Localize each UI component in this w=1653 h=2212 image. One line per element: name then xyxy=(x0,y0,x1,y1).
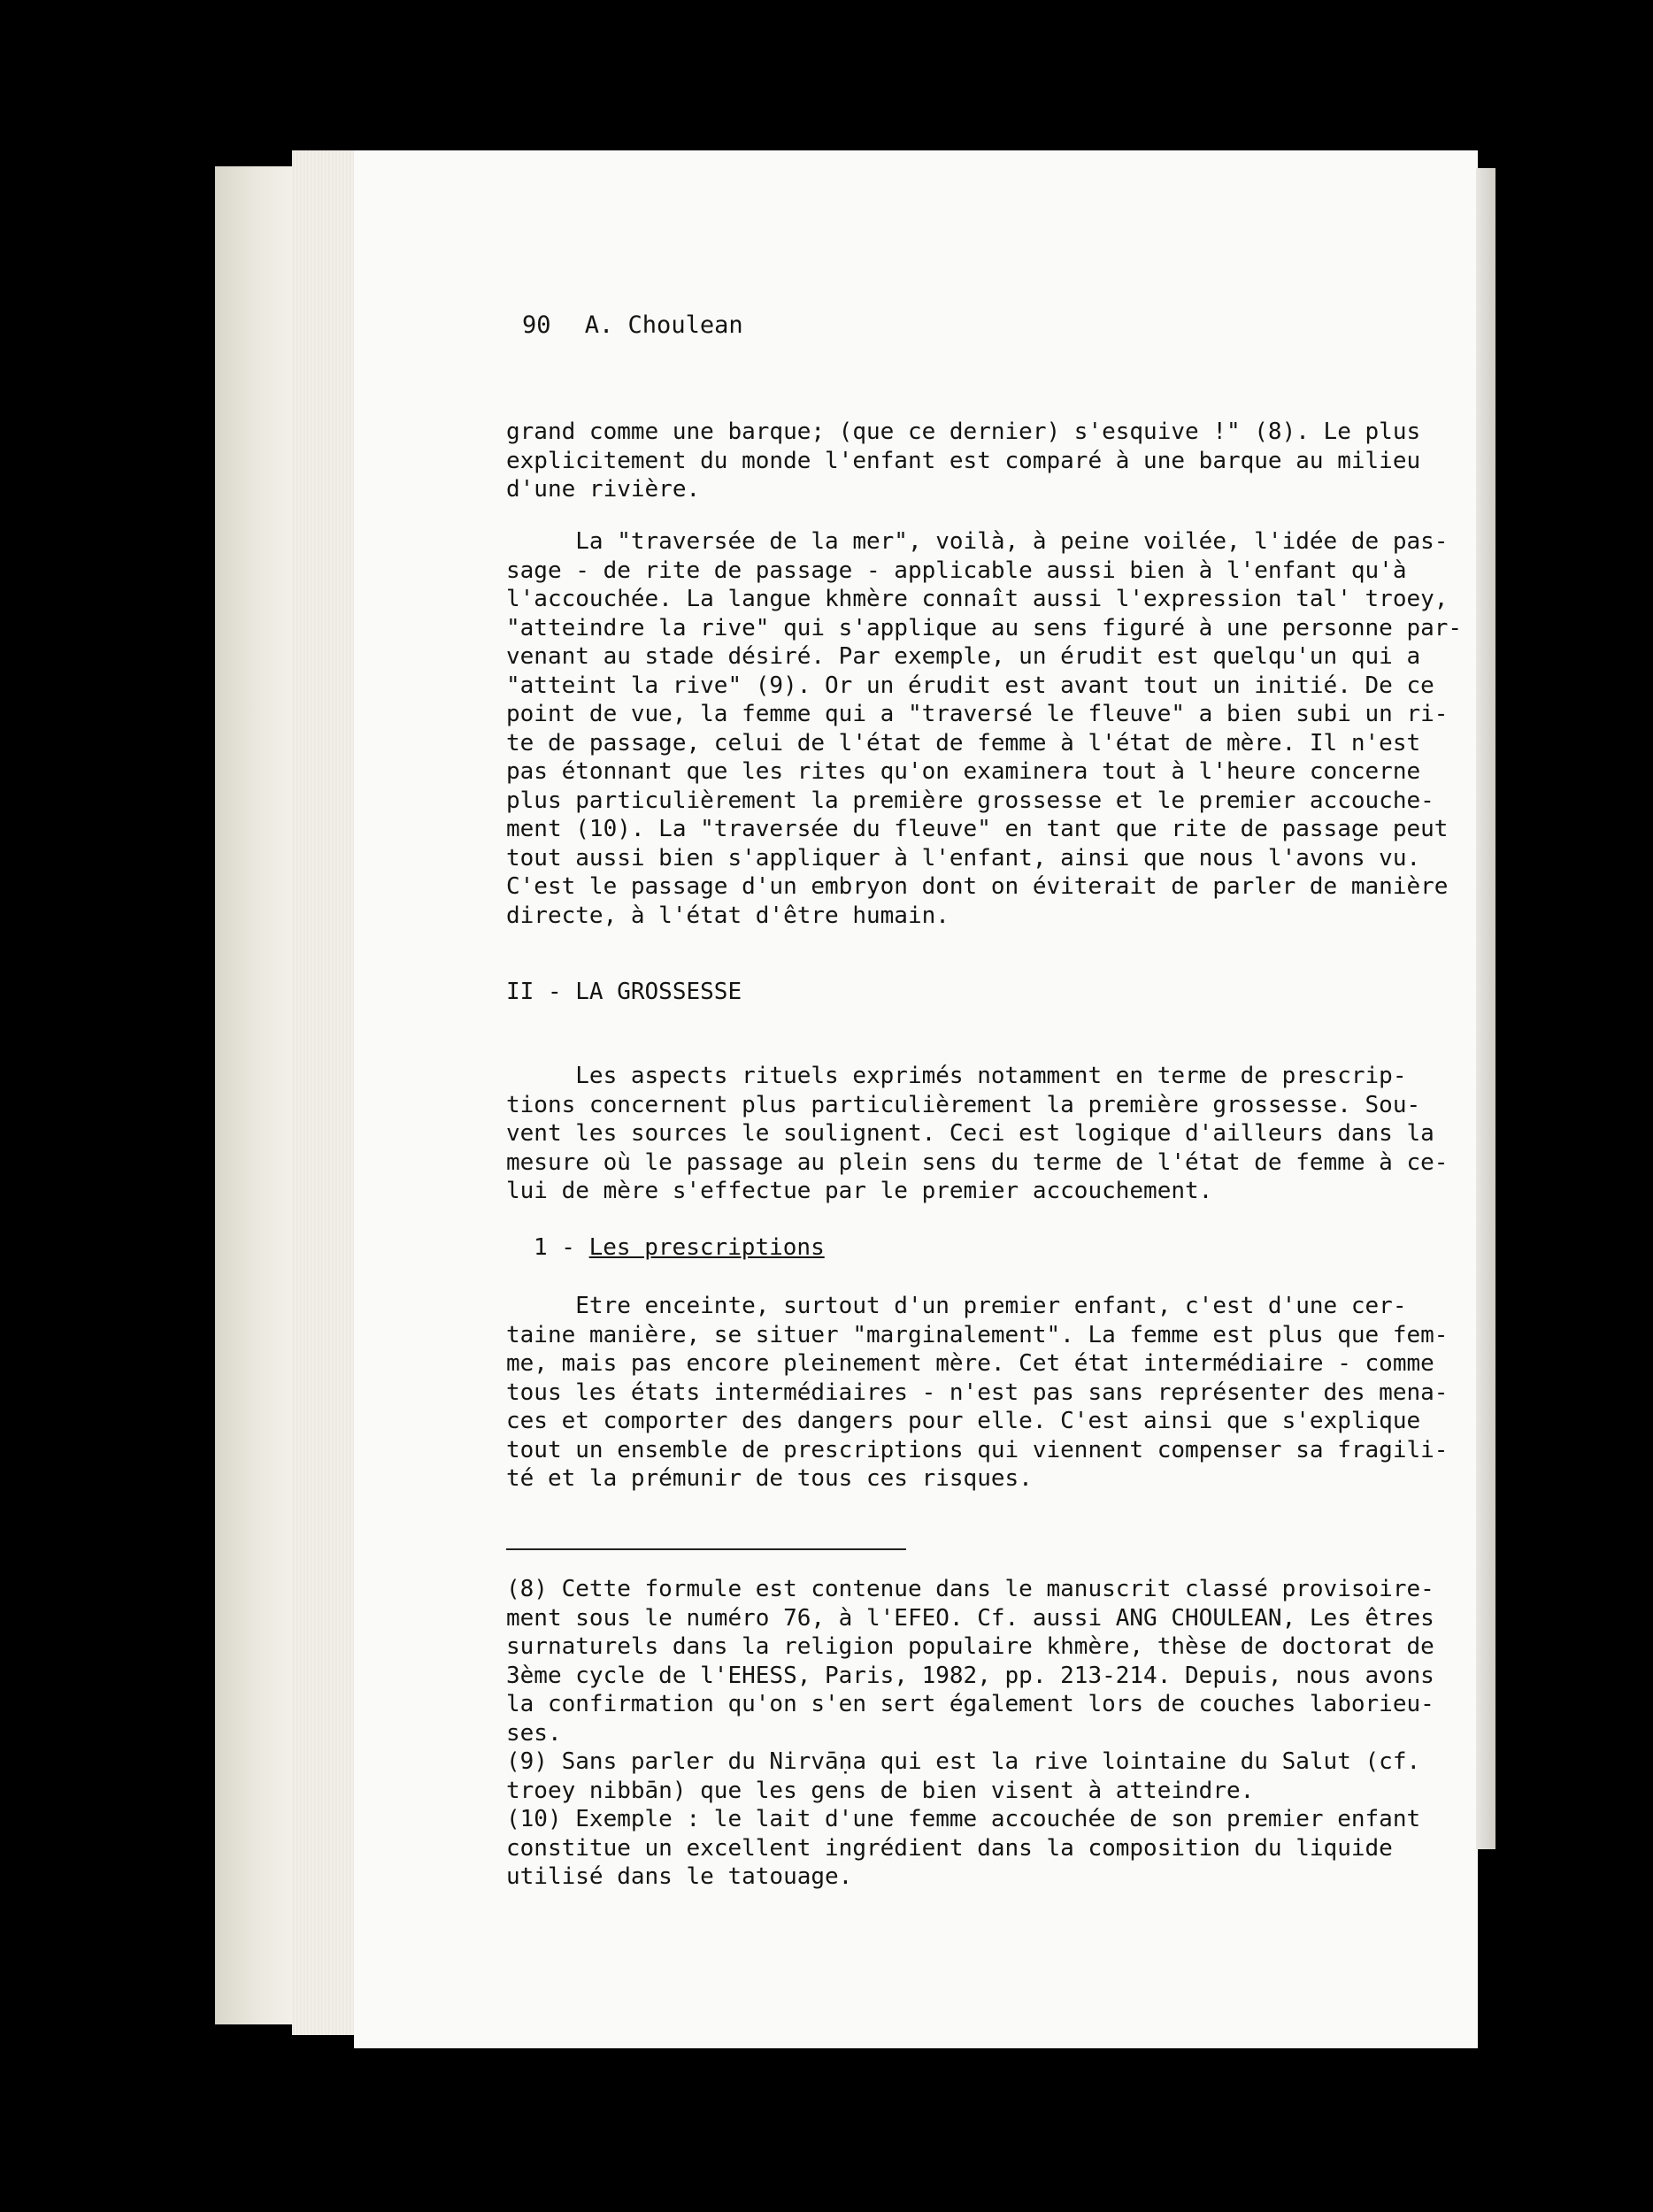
paragraph-grossesse xyxy=(506,1062,1466,1206)
text-line: Etre enceinte, surtout d'un premier enfant, c'est d'une cer- xyxy=(506,1293,1407,1319)
footnote-line: utilisé dans le tatouage. xyxy=(506,1863,853,1890)
footnote-line: 3ème cycle de l'EHESS, Paris, 1982, pp. 213-214. Depuis, nous avons xyxy=(506,1662,1434,1689)
paragraph-prescriptions xyxy=(506,1292,1466,1494)
text-line: C'est le passage d'un embryon dont on éviterait de parler de manière xyxy=(506,873,1449,900)
text-line: tions concernent plus particulièrement la première grossesse. Sou- xyxy=(506,1091,1421,1118)
text-line: taine manière, se situer "marginalement". La femme est plus que fem- xyxy=(506,1321,1449,1348)
footnote-line: surnaturels dans la religion populaire khmère, thèse de doctorat de xyxy=(506,1633,1434,1660)
text-line: lui de mère s'effectue par le premier accouchement. xyxy=(506,1178,1213,1204)
text-line: d'une rivière. xyxy=(506,476,701,503)
text-line: "atteindre la rive" qui s'applique au sens figuré à une personne par- xyxy=(506,614,1463,641)
subsection-number: 1 - xyxy=(534,1234,589,1261)
text-line: tout un ensemble de prescriptions qui viennent compenser sa fragili- xyxy=(506,1436,1449,1463)
text-line: sage - de rite de passage - applicable aussi bien à l'enfant qu'à xyxy=(506,557,1407,584)
subsection-heading xyxy=(534,1234,825,1261)
footnote-line: ment sous le numéro 76, à l'EFEO. Cf. aussi ANG CHOULEAN, Les êtres xyxy=(506,1604,1434,1632)
text-line: mesure où le passage au plein sens du terme de l'état de femme à ce- xyxy=(506,1148,1449,1176)
text-line: Les aspects rituels exprimés notamment en terme de prescrip- xyxy=(506,1063,1407,1089)
footnote-line: ses. xyxy=(506,1719,562,1747)
text-line: ment (10). La "traversée du fleuve" en tant que rite de passage peut xyxy=(506,816,1449,842)
page-header xyxy=(522,311,763,339)
text-line: plus particulièrement la première grossesse et le premier accouche- xyxy=(506,787,1434,814)
footnotes xyxy=(506,1575,1471,1892)
footnote-line: (8) Cette formule est contenue dans le manuscrit classé provisoire- xyxy=(506,1576,1434,1602)
text-line: directe, à l'état d'être humain. xyxy=(506,902,950,929)
footnote-rule xyxy=(506,1548,906,1550)
footnote-line: constitue un excellent ingrédient dans la composition du liquide xyxy=(506,1834,1393,1862)
text-line: te de passage, celui de l'état de femme à l'état de mère. Il n'est xyxy=(506,729,1421,757)
text-line: ces et comporter des dangers pour elle. C'est ainsi que s'explique xyxy=(506,1408,1421,1434)
running-author: A. Choulean xyxy=(584,311,743,339)
text-line: point de vue, la femme qui a "traversé le fleuve" a bien subi un ri- xyxy=(506,701,1449,727)
book-page-right-edge xyxy=(1476,168,1495,1849)
text-line: tous les états intermédiaires - n'est pas sans représenter des mena- xyxy=(506,1379,1449,1406)
text-line: vent les sources le soulignent. Ceci est logique d'ailleurs dans la xyxy=(506,1120,1434,1147)
text-line: me, mais pas encore pleinement mère. Cet état intermédiaire - comme xyxy=(506,1350,1434,1377)
footnote-line: la confirmation qu'on s'en sert également lors de couches laborieu- xyxy=(506,1691,1434,1717)
footnote-line: troey nibbān) que les gens de bien visent à atteindre. xyxy=(506,1777,1255,1804)
subsection-title: Les prescriptions xyxy=(588,1234,825,1261)
paragraph-traversee xyxy=(506,527,1466,930)
text-line: venant au stade désiré. Par exemple, un érudit est quelqu'un qui a xyxy=(506,643,1421,670)
text-line: grand comme une barque; (que ce dernier) s'esquive !" (8). Le plus xyxy=(506,419,1421,445)
text-line: té et la prémunir de tous ces risques. xyxy=(506,1465,1033,1492)
footnote-line: (9) Sans parler du Nirvāṇa qui est la rive lointaine du Salut (cf. xyxy=(506,1748,1421,1775)
text-line: l'accouchée. La langue khmère connaît aussi l'expression tal' troey, xyxy=(506,586,1449,612)
footnote-line: (10) Exemple : le lait d'une femme accouchée de son premier enfant xyxy=(506,1806,1421,1832)
text-line: pas étonnant que les rites qu'on examinera tout à l'heure concerne xyxy=(506,758,1421,785)
text-line: explicitement du monde l'enfant est comparé à une barque au milieu xyxy=(506,447,1421,474)
text-line: La "traversée de la mer", voilà, à peine voilée, l'idée de pas- xyxy=(506,528,1449,555)
page-number: 90 xyxy=(522,311,551,339)
text-line: tout aussi bien s'appliquer à l'enfant, ainsi que nous l'avons vu. xyxy=(506,844,1421,872)
text-line: "atteint la rive" (9). Or un érudit est avant tout un initié. De ce xyxy=(506,672,1434,699)
book-page-edges xyxy=(292,150,363,2035)
intro-paragraph xyxy=(506,418,1466,504)
section-heading: II - LA GROSSESSE xyxy=(506,979,742,1005)
